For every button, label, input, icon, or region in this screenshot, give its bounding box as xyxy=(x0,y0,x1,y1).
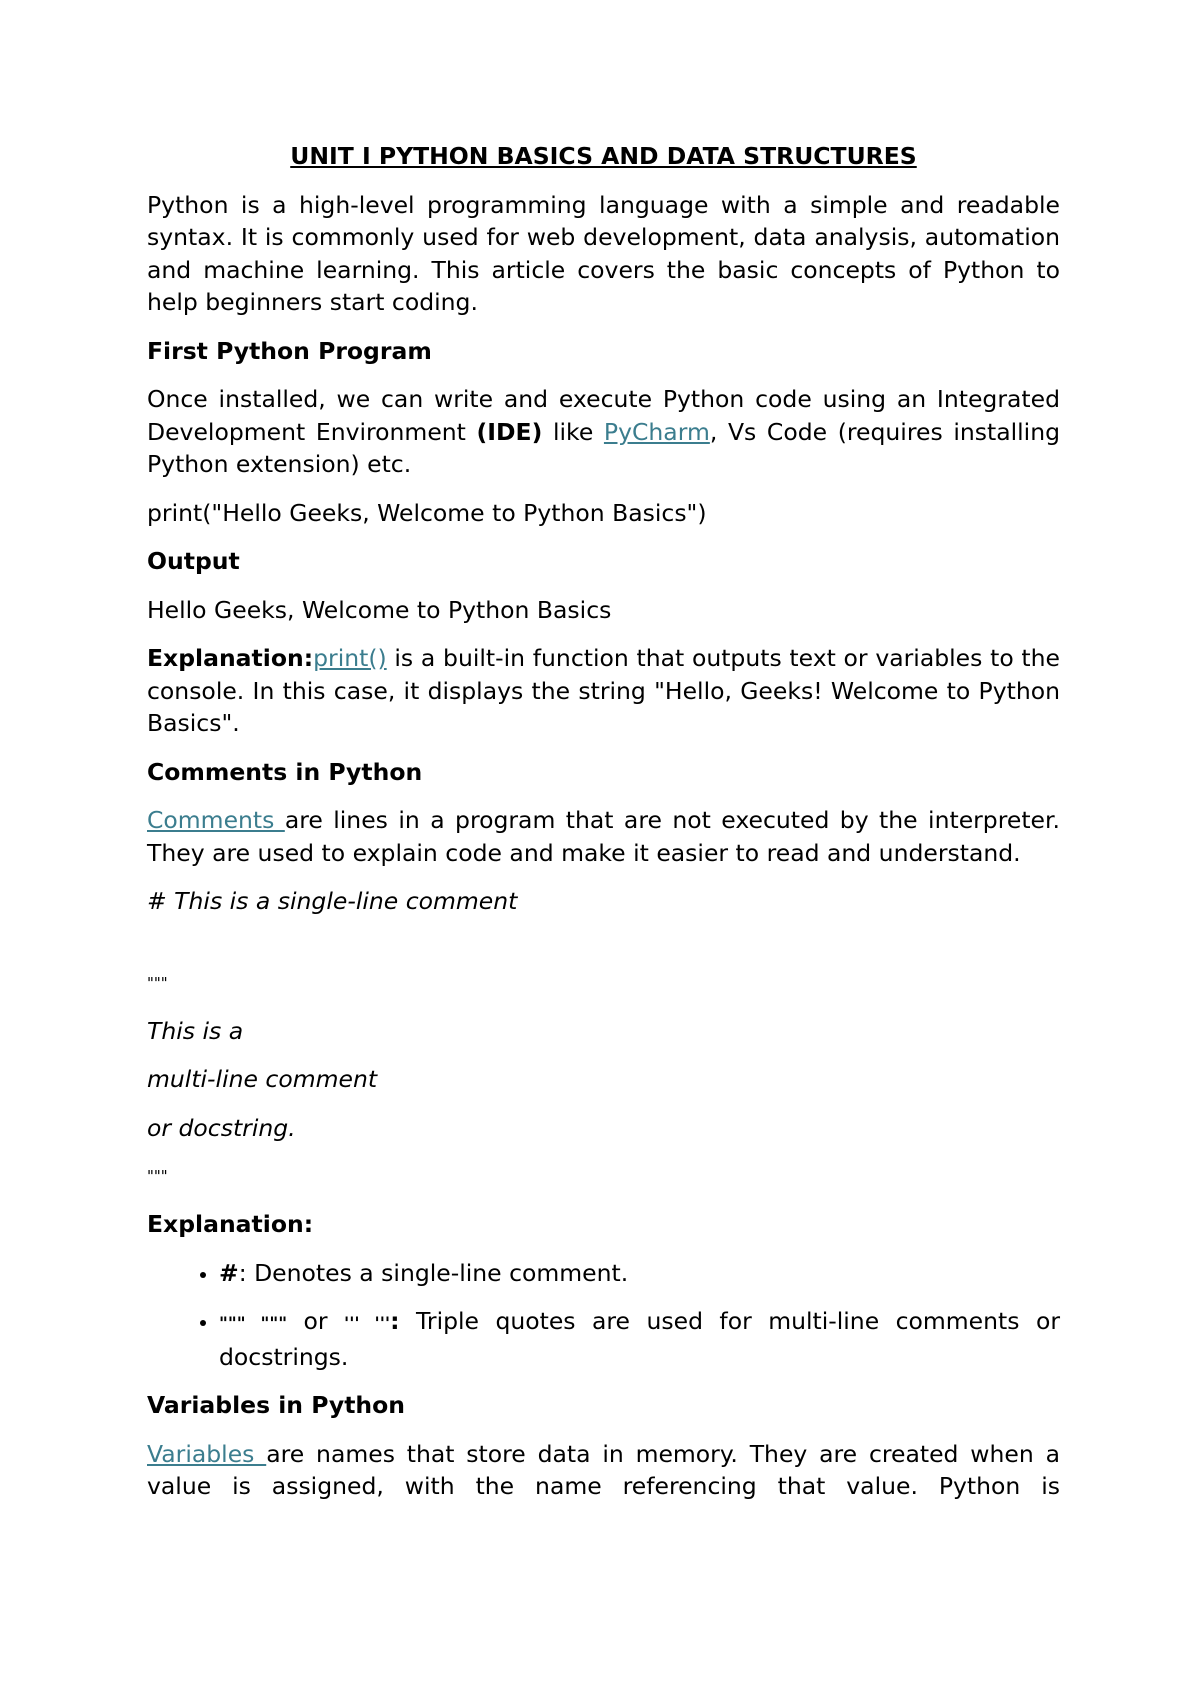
heading-output: Output xyxy=(147,547,240,575)
ide-abbr: (IDE) xyxy=(476,417,543,446)
output-text: Hello Geeks, Welcome to Python Basics xyxy=(147,595,612,624)
single-line-comment: # This is a single-line comment xyxy=(147,887,518,915)
bullet1-text: : Denotes a single-line comment. xyxy=(238,1258,629,1287)
document-body xyxy=(147,140,1060,1519)
intro-paragraph: Python is a high-level programming language with a simple and readable syntax. It is commonly used for web development, data analysis, automation and machine learning. This article covers the basic concepts of Python to help beginners start coding. xyxy=(147,190,1060,316)
list-item xyxy=(219,1257,1060,1290)
comments-link[interactable]: Comments xyxy=(147,806,285,834)
comments-paragraph xyxy=(147,804,1060,869)
triple-double-quotes: """ """ xyxy=(219,1314,288,1334)
heading-comments: Comments in Python xyxy=(147,757,423,786)
variables-link[interactable]: Variables xyxy=(147,1439,267,1468)
print-code-line: print("Hello Geeks, Welcome to Python Basics") xyxy=(147,498,707,527)
comments-text: are lines in a program that are not executed by the interpreter. They are used to explain code and make it easier to read and understand. xyxy=(147,806,1060,867)
pycharm-link[interactable]: PyCharm xyxy=(603,417,710,446)
page-title: UNIT I PYTHON BASICS AND DATA STRUCTURES xyxy=(290,142,917,170)
triple-quote-close: """ xyxy=(147,1167,168,1185)
multi-line-comment-2: multi-line comment xyxy=(147,1065,378,1093)
ide-text-a: Once installed, we can write and execute Python code using an Integrated Development Environment xyxy=(147,385,1060,446)
blank-line xyxy=(147,934,1060,967)
variables-text: are names that store data in memory. They are created when a value is assigned, with the name referencing that value. Python is xyxy=(147,1439,1060,1500)
multi-line-comment-3: or docstring. xyxy=(147,1113,296,1142)
print-function-link[interactable]: print() xyxy=(313,644,387,672)
heading-first-program: First Python Program xyxy=(147,336,432,365)
print-explanation-text: is a built-in function that outputs text or variables to the console. In this case, it displays the string "Hello, Geeks! Welcome to Python Basics". xyxy=(147,644,1060,737)
list-item xyxy=(219,1305,1060,1373)
ide-paragraph xyxy=(147,383,1060,481)
print-explanation xyxy=(147,642,1060,740)
bullet2-text: Triple quotes are used for multi-line comments or docstrings. xyxy=(219,1307,1060,1371)
ide-text-b: like xyxy=(542,417,604,446)
multi-line-comment-1: This is a xyxy=(147,1016,244,1045)
ide-text-c: , Vs Code (requires installing Python extension) etc. xyxy=(147,417,1061,478)
heading-variables: Variables in Python xyxy=(147,1391,406,1419)
triple-quote-open: """ xyxy=(147,973,168,992)
hash-symbol: # xyxy=(219,1258,239,1287)
triple-single-quotes: ''' ''' xyxy=(344,1314,391,1334)
heading-comment-explanation: Explanation: xyxy=(147,1210,314,1238)
comment-explanation-list xyxy=(147,1257,1060,1374)
bullet2-colon: : xyxy=(390,1307,400,1335)
explanation-label: Explanation: xyxy=(147,644,314,672)
bullet2-or: or xyxy=(287,1307,344,1335)
variables-paragraph xyxy=(147,1438,1060,1503)
